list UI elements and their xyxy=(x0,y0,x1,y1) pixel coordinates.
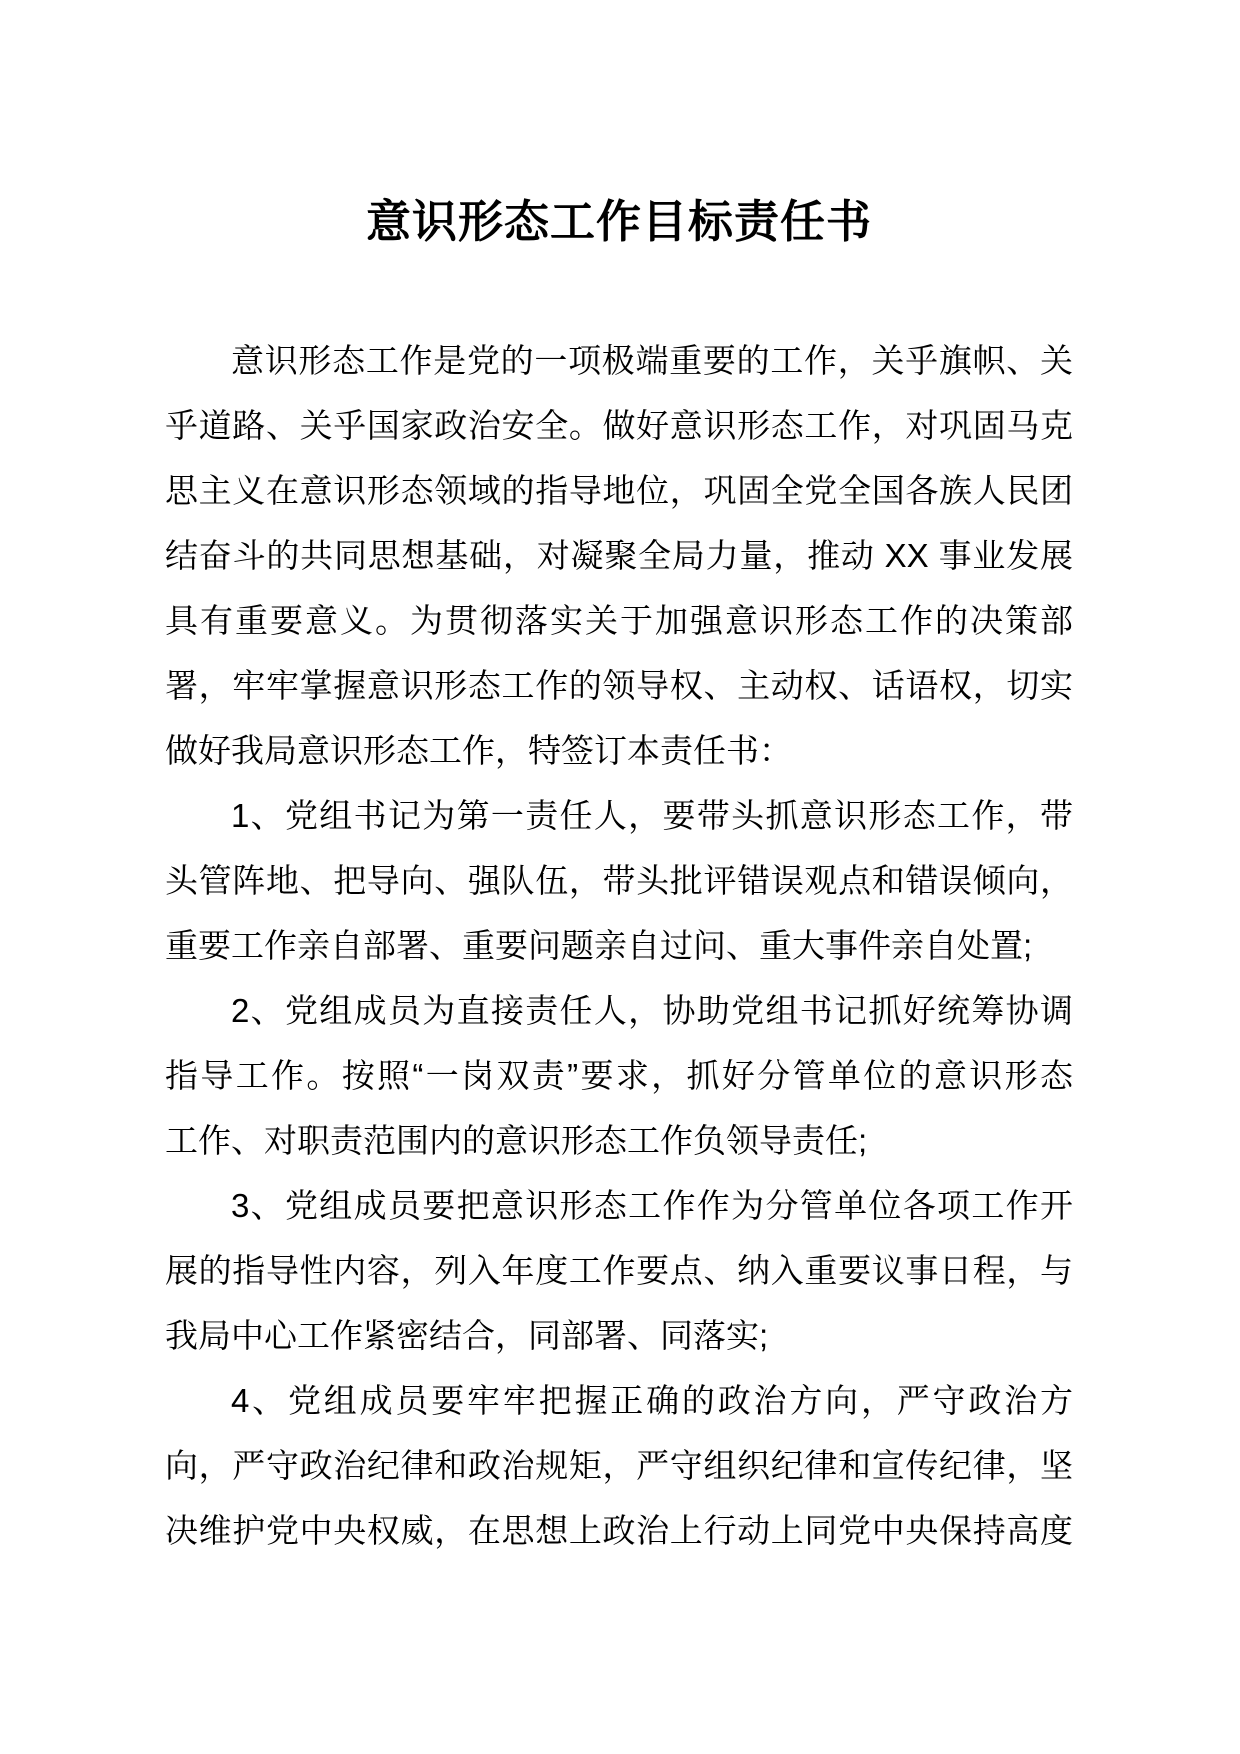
text-line: 我局中心工作紧密结合，同部署、同落实; xyxy=(165,1317,769,1354)
paragraph xyxy=(165,328,1073,783)
text-line: 做好我局意识形态工作，特签订本责任书： xyxy=(165,732,792,769)
text-line: 1、党组书记为第一责任人，要带头抓意识形态工作，带 xyxy=(231,797,1073,834)
text-line: 指导工作。按照“一岗双责”要求，抓好分管单位的意识形态 xyxy=(165,1057,1073,1094)
text-line: 结奋斗的共同思想基础，对凝聚全局力量，推动 XX 事业发展 xyxy=(165,537,1073,574)
text-line: 展的指导性内容，列入年度工作要点、纳入重要议事日程，与 xyxy=(165,1252,1073,1289)
text-line: 2、党组成员为直接责任人，协助党组书记抓好统筹协调 xyxy=(231,992,1073,1029)
text-line: 决维护党中央权威，在思想上政治上行动上同党中央保持高度 xyxy=(165,1512,1073,1549)
paragraph xyxy=(165,1368,1073,1563)
document-body xyxy=(165,328,1073,1563)
text-line: 头管阵地、把导向、强队伍，带头批评错误观点和错误倾向， xyxy=(165,862,1073,899)
text-line: 工作、对职责范围内的意识形态工作负领导责任; xyxy=(165,1122,868,1159)
text-line: 思主义在意识形态领域的指导地位，巩固全党全国各族人民团 xyxy=(165,472,1073,509)
text-line: 3、党组成员要把意识形态工作作为分管单位各项工作开 xyxy=(231,1187,1073,1224)
text-line: 乎道路、关乎国家政治安全。做好意识形态工作，对巩固马克 xyxy=(165,407,1073,444)
paragraph xyxy=(165,1173,1073,1368)
text-line: 具有重要意义。为贯彻落实关于加强意识形态工作的决策部 xyxy=(165,602,1073,639)
document-title: 意识形态工作目标责任书 xyxy=(365,196,872,247)
text-line: 署，牢牢掌握意识形态工作的领导权、主动权、话语权，切实 xyxy=(165,667,1073,704)
text-line: 重要工作亲自部署、重要问题亲自过问、重大事件亲自处置; xyxy=(165,927,1033,964)
paragraph xyxy=(165,978,1073,1173)
text-line: 意识形态工作是党的一项极端重要的工作，关乎旗帜、关 xyxy=(231,342,1073,379)
text-line: 向，严守政治纪律和政治规矩，严守组织纪律和宣传纪律，坚 xyxy=(165,1447,1073,1484)
paragraph xyxy=(165,783,1073,978)
text-line: 4、党组成员要牢牢把握正确的政治方向，严守政治方 xyxy=(231,1382,1073,1419)
